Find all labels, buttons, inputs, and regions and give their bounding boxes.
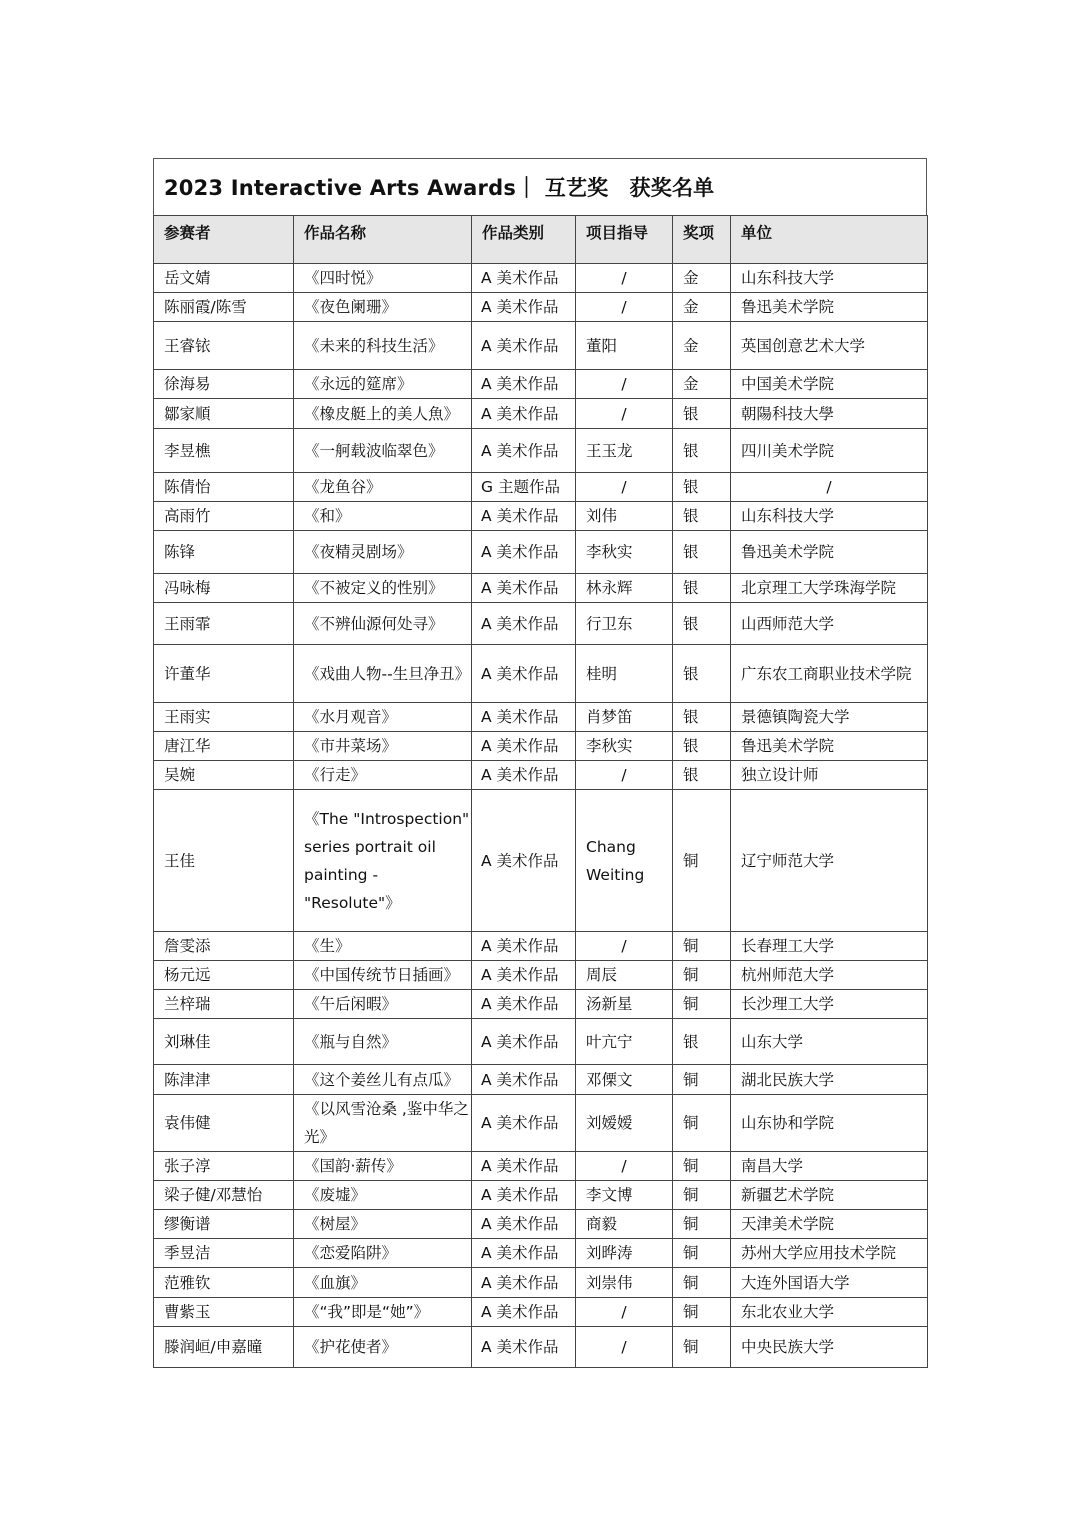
cell-advisor: 王玉龙	[576, 429, 673, 473]
cell-category: A 美术作品	[472, 1210, 576, 1239]
cell-unit: 杭州师范大学	[731, 961, 928, 990]
cell-award: 铜	[673, 961, 731, 990]
cell-unit: 鲁迅美术学院	[731, 293, 928, 322]
cell-advisor: 桂明	[576, 645, 673, 703]
document-title: 2023 Interactive Arts Awards｜ 互艺奖 获奖名单	[153, 158, 927, 215]
table-row	[154, 645, 928, 703]
table-row	[154, 732, 928, 761]
table-row	[154, 293, 928, 322]
cell-category: A 美术作品	[472, 1239, 576, 1268]
cell-award: 银	[673, 399, 731, 429]
cell-unit: 湖北民族大学	[731, 1065, 928, 1095]
cell-category: A 美术作品	[472, 790, 576, 932]
table-row	[154, 1181, 928, 1210]
cell-award: 铜	[673, 1327, 731, 1368]
cell-work: 《行走》	[294, 761, 472, 790]
cell-unit: 苏州大学应用技术学院	[731, 1239, 928, 1268]
cell-advisor: 行卫东	[576, 603, 673, 645]
cell-work: 《永远的筵席》	[294, 370, 472, 399]
cell-award: 银	[673, 473, 731, 502]
cell-participant: 冯咏梅	[154, 574, 294, 603]
table-row	[154, 429, 928, 473]
table-row	[154, 990, 928, 1019]
cell-advisor: /	[576, 264, 673, 293]
cell-unit: 广东农工商职业技术学院	[731, 645, 928, 703]
cell-award: 金	[673, 322, 731, 370]
cell-unit: 英国创意艺术大学	[731, 322, 928, 370]
cell-participant: 梁子健/邓慧怡	[154, 1181, 294, 1210]
cell-work: 《不被定义的性别》	[294, 574, 472, 603]
cell-category: A 美术作品	[472, 703, 576, 732]
table-row	[154, 1268, 928, 1298]
cell-award: 金	[673, 264, 731, 293]
cell-participant: 刘琳佳	[154, 1019, 294, 1065]
table-row	[154, 961, 928, 990]
table-header-row	[154, 216, 928, 264]
cell-work: 《夜色阑珊》	[294, 293, 472, 322]
cell-participant: 陈锋	[154, 531, 294, 574]
cell-advisor: 董阳	[576, 322, 673, 370]
cell-advisor: 叶亢宁	[576, 1019, 673, 1065]
cell-work: 《以风雪沧桑 ,鉴中华之光》	[294, 1095, 472, 1152]
cell-participant: 王睿铱	[154, 322, 294, 370]
cell-work: 《市井菜场》	[294, 732, 472, 761]
cell-participant: 杨元远	[154, 961, 294, 990]
cell-work: 《午后闲暇》	[294, 990, 472, 1019]
cell-participant: 鄒家順	[154, 399, 294, 429]
cell-unit: 山东科技大学	[731, 502, 928, 531]
cell-unit: 朝陽科技大學	[731, 399, 928, 429]
awards-document	[153, 158, 927, 1368]
cell-unit: 天津美术学院	[731, 1210, 928, 1239]
cell-award: 铜	[673, 1065, 731, 1095]
cell-advisor: Chang Weiting	[576, 790, 673, 932]
cell-category: A 美术作品	[472, 932, 576, 961]
cell-advisor: /	[576, 761, 673, 790]
cell-work: 《中国传统节日插画》	[294, 961, 472, 990]
cell-work: 《瓶与自然》	[294, 1019, 472, 1065]
cell-unit: 鲁迅美术学院	[731, 732, 928, 761]
table-row	[154, 932, 928, 961]
cell-category: A 美术作品	[472, 502, 576, 531]
cell-award: 银	[673, 429, 731, 473]
cell-award: 银	[673, 1019, 731, 1065]
cell-unit: 山东大学	[731, 1019, 928, 1065]
cell-unit: 中国美术学院	[731, 370, 928, 399]
cell-award: 铜	[673, 1239, 731, 1268]
cell-unit: 景德镇陶瓷大学	[731, 703, 928, 732]
cell-advisor: 刘崇伟	[576, 1268, 673, 1298]
cell-work: 《这个姜丝儿有点瓜》	[294, 1065, 472, 1095]
cell-participant: 王雨实	[154, 703, 294, 732]
cell-unit: 长沙理工大学	[731, 990, 928, 1019]
cell-category: G 主题作品	[472, 473, 576, 502]
cell-category: A 美术作品	[472, 1298, 576, 1327]
cell-work: 《国韵·薪传》	[294, 1152, 472, 1181]
table-row	[154, 603, 928, 645]
cell-unit: 新疆艺术学院	[731, 1181, 928, 1210]
cell-award: 金	[673, 370, 731, 399]
column-header-unit: 单位	[731, 216, 928, 264]
cell-category: A 美术作品	[472, 574, 576, 603]
cell-award: 银	[673, 603, 731, 645]
cell-award: 铜	[673, 990, 731, 1019]
table-row	[154, 1239, 928, 1268]
cell-advisor: /	[576, 1152, 673, 1181]
table-row	[154, 761, 928, 790]
table-row	[154, 531, 928, 574]
cell-participant: 陈津津	[154, 1065, 294, 1095]
table-row	[154, 703, 928, 732]
cell-participant: 高雨竹	[154, 502, 294, 531]
column-header-category: 作品类别	[472, 216, 576, 264]
cell-award: 银	[673, 574, 731, 603]
cell-work: 《不辨仙源何处寻》	[294, 603, 472, 645]
table-row	[154, 1152, 928, 1181]
cell-award: 铜	[673, 1298, 731, 1327]
cell-award: 铜	[673, 1152, 731, 1181]
cell-participant: 詹雯添	[154, 932, 294, 961]
cell-work: 《恋爱陷阱》	[294, 1239, 472, 1268]
table-row	[154, 473, 928, 502]
cell-work: 《水月观音》	[294, 703, 472, 732]
cell-award: 银	[673, 645, 731, 703]
cell-unit: 中央民族大学	[731, 1327, 928, 1368]
cell-advisor: 邓傈文	[576, 1065, 673, 1095]
cell-advisor: 周辰	[576, 961, 673, 990]
cell-unit: 大连外国语大学	[731, 1268, 928, 1298]
cell-work: 《四时悦》	[294, 264, 472, 293]
column-header-award: 奖项	[673, 216, 731, 264]
cell-participant: 范雅钦	[154, 1268, 294, 1298]
table-row	[154, 574, 928, 603]
cell-participant: 袁伟健	[154, 1095, 294, 1152]
cell-participant: 滕润峘/申嘉曈	[154, 1327, 294, 1368]
cell-work: 《“我”即是“她”》	[294, 1298, 472, 1327]
cell-work: 《The "Introspection" series portrait oil painting - "Resolute"》	[294, 790, 472, 932]
cell-work: 《生》	[294, 932, 472, 961]
cell-work: 《废墟》	[294, 1181, 472, 1210]
cell-advisor: /	[576, 473, 673, 502]
cell-participant: 李昱樵	[154, 429, 294, 473]
table-row	[154, 322, 928, 370]
column-header-work: 作品名称	[294, 216, 472, 264]
cell-category: A 美术作品	[472, 531, 576, 574]
cell-work: 《一舸载波临翠色》	[294, 429, 472, 473]
cell-category: A 美术作品	[472, 1327, 576, 1368]
cell-advisor: /	[576, 1298, 673, 1327]
cell-participant: 许董华	[154, 645, 294, 703]
cell-category: A 美术作品	[472, 1065, 576, 1095]
cell-category: A 美术作品	[472, 603, 576, 645]
cell-award: 铜	[673, 1268, 731, 1298]
cell-participant: 缪衡谱	[154, 1210, 294, 1239]
table-row	[154, 1298, 928, 1327]
cell-category: A 美术作品	[472, 1019, 576, 1065]
cell-category: A 美术作品	[472, 1268, 576, 1298]
table-row	[154, 1210, 928, 1239]
cell-category: A 美术作品	[472, 990, 576, 1019]
cell-advisor: 李秋实	[576, 732, 673, 761]
cell-work: 《橡皮艇上的美人魚》	[294, 399, 472, 429]
table-row	[154, 502, 928, 531]
cell-work: 《和》	[294, 502, 472, 531]
table-row	[154, 264, 928, 293]
cell-category: A 美术作品	[472, 732, 576, 761]
cell-category: A 美术作品	[472, 322, 576, 370]
cell-unit: /	[731, 473, 928, 502]
cell-participant: 季昱洁	[154, 1239, 294, 1268]
cell-category: A 美术作品	[472, 429, 576, 473]
cell-work: 《龙鱼谷》	[294, 473, 472, 502]
table-row	[154, 1019, 928, 1065]
cell-award: 金	[673, 293, 731, 322]
cell-participant: 陈倩怡	[154, 473, 294, 502]
table-row	[154, 1095, 928, 1152]
cell-unit: 南昌大学	[731, 1152, 928, 1181]
cell-participant: 吴婉	[154, 761, 294, 790]
cell-award: 银	[673, 732, 731, 761]
table-row	[154, 370, 928, 399]
cell-award: 银	[673, 703, 731, 732]
cell-category: A 美术作品	[472, 264, 576, 293]
cell-advisor: /	[576, 932, 673, 961]
cell-advisor: 李秋实	[576, 531, 673, 574]
cell-category: A 美术作品	[472, 761, 576, 790]
cell-category: A 美术作品	[472, 370, 576, 399]
cell-unit: 独立设计师	[731, 761, 928, 790]
table-row	[154, 1327, 928, 1368]
cell-award: 铜	[673, 932, 731, 961]
cell-advisor: 刘伟	[576, 502, 673, 531]
cell-participant: 陈丽霞/陈雪	[154, 293, 294, 322]
table-row	[154, 790, 928, 932]
cell-advisor: /	[576, 399, 673, 429]
cell-participant: 王佳	[154, 790, 294, 932]
cell-advisor: 商毅	[576, 1210, 673, 1239]
cell-award: 银	[673, 761, 731, 790]
cell-participant: 张子淳	[154, 1152, 294, 1181]
cell-award: 铜	[673, 1181, 731, 1210]
cell-work: 《树屋》	[294, 1210, 472, 1239]
cell-work: 《未来的科技生活》	[294, 322, 472, 370]
cell-category: A 美术作品	[472, 961, 576, 990]
cell-unit: 四川美术学院	[731, 429, 928, 473]
cell-work: 《戏曲人物--生旦净丑》	[294, 645, 472, 703]
cell-unit: 东北农业大学	[731, 1298, 928, 1327]
cell-participant: 徐海易	[154, 370, 294, 399]
cell-advisor: 刘晔涛	[576, 1239, 673, 1268]
cell-award: 铜	[673, 790, 731, 932]
column-header-participant: 参赛者	[154, 216, 294, 264]
cell-category: A 美术作品	[472, 1095, 576, 1152]
table-row	[154, 399, 928, 429]
cell-award: 铜	[673, 1210, 731, 1239]
cell-advisor: 汤新星	[576, 990, 673, 1019]
cell-unit: 山西师范大学	[731, 603, 928, 645]
cell-unit: 山东协和学院	[731, 1095, 928, 1152]
cell-advisor: 李文博	[576, 1181, 673, 1210]
cell-advisor: /	[576, 370, 673, 399]
cell-participant: 岳文婧	[154, 264, 294, 293]
cell-category: A 美术作品	[472, 293, 576, 322]
cell-work: 《夜精灵剧场》	[294, 531, 472, 574]
cell-participant: 兰梓瑞	[154, 990, 294, 1019]
cell-unit: 鲁迅美术学院	[731, 531, 928, 574]
cell-category: A 美术作品	[472, 1181, 576, 1210]
cell-advisor: /	[576, 1327, 673, 1368]
cell-participant: 王雨霏	[154, 603, 294, 645]
cell-participant: 唐江华	[154, 732, 294, 761]
cell-award: 铜	[673, 1095, 731, 1152]
cell-work: 《护花使者》	[294, 1327, 472, 1368]
cell-unit: 山东科技大学	[731, 264, 928, 293]
cell-unit: 长春理工大学	[731, 932, 928, 961]
cell-category: A 美术作品	[472, 399, 576, 429]
cell-advisor: 刘嫒嫒	[576, 1095, 673, 1152]
cell-advisor: 肖梦笛	[576, 703, 673, 732]
cell-work: 《血旗》	[294, 1268, 472, 1298]
cell-advisor: /	[576, 293, 673, 322]
column-header-advisor: 项目指导	[576, 216, 673, 264]
cell-advisor: 林永辉	[576, 574, 673, 603]
cell-category: A 美术作品	[472, 645, 576, 703]
cell-participant: 曹紫玉	[154, 1298, 294, 1327]
cell-award: 银	[673, 531, 731, 574]
table-row	[154, 1065, 928, 1095]
cell-unit: 北京理工大学珠海学院	[731, 574, 928, 603]
cell-category: A 美术作品	[472, 1152, 576, 1181]
cell-award: 银	[673, 502, 731, 531]
awards-table	[153, 215, 928, 1368]
cell-unit: 辽宁师范大学	[731, 790, 928, 932]
